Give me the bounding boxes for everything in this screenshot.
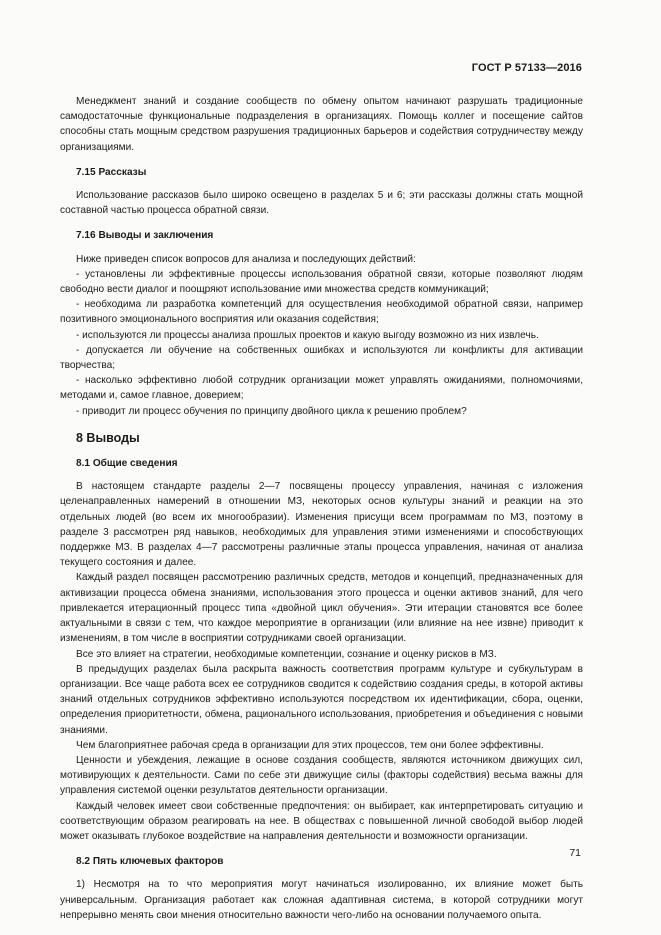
paragraph-8-2: 1) Несмотря на то что мероприятия могут начинаться изолированно, их влияние может быть универсальным. Организация работает как сложная адаптивная система, в которой сотрудники могут непрерывно менять свои мнения относительно важности чего-либо на основании получаемого опыта. bbox=[60, 879, 583, 921]
paragraph-8-1: Ценности и убеждения, лежащие в основе создания сообществ, являются источником движущих сил, мотивирующих к деятельности. Сами по себе эти движущие силы (факторы содействия) весьма важны для управления системой оценки результатов деятельности организации. bbox=[60, 754, 583, 797]
list-item: - необходима ли разработка компетенций для осуществления необходимой обратной связи, например позитивного эмоционального восприятия или оказания содействия; bbox=[60, 299, 583, 326]
page-number: 71 bbox=[569, 847, 581, 859]
heading-7-15: 7.15 Рассказы bbox=[76, 166, 147, 178]
list-item: - допускается ли обучение на собственных ошибках и используются ли конфликты для активации творчества; bbox=[60, 344, 583, 372]
paragraph-7-15: Использование рассказов было широко освещено в разделах 5 и 6; эти рассказы должны стать мощной составной частью процесса обратной связи. bbox=[60, 190, 583, 217]
heading-8-1: 8.1 Общие сведения bbox=[76, 458, 178, 470]
list-item: - установлены ли эффективные процессы использования обратной связи, которые позволяют людям свободно вести диалог и поощряют использование ими множества средств коммуникаций; bbox=[60, 268, 583, 296]
heading-8: 8 Выводы bbox=[76, 430, 140, 445]
heading-8-2: 8.2 Пять ключевых факторов bbox=[76, 856, 224, 868]
paragraph-8-1: Чем благоприятнее рабочая среда в организации для этих процессов, тем они более эффективны. bbox=[76, 739, 544, 751]
list-item: - используются ли процессы анализа прошлых проектов и какую выгоду возможно из них извлечь. bbox=[76, 329, 539, 341]
page-content bbox=[60, 94, 583, 923]
paragraph-8-1: Каждый человек имеет свои собственные предпочтения: он выбирает, как интерпретировать ситуацию и соответствующим образом реагировать на нее. В обществах с повышенной личной свободой выбор людей может оказывать глубокое воздействие на направления деятельности и возможности организации. bbox=[60, 800, 583, 842]
paragraph-8-1: Все это влияет на стратегии, необходимые компетенции, сознание и оценку рисков в МЗ. bbox=[76, 648, 497, 660]
list-item: - приводит ли процесс обучения по принципу двойного цикла к решению проблем? bbox=[76, 405, 467, 417]
paragraph-8-1: В предыдущих разделах была раскрыта важность соответствия программ культуре и субкультурам в организации. Все чаще работа всех ее сотрудников сводится к содействию создания среды, в которой активы знаний отдельных сотрудников эффективно используются посредством их идентификации, сбора, оценки, определения приоритетности, обмена, рационального использования, приобретения и объединения с новыми знаниями. bbox=[60, 663, 583, 736]
paragraph-8-1: Каждый раздел посвящен рассмотрению различных средств, методов и концепций, предназначенных для активизации процесса обмена знаниями, использования этого процесса и оценки активов знаний, для чего привлекается итерационный процесс типа «двойной цикл обучения». Эти итерации становятся все более актуальными в связи с тем, что каждое мероприятие в организации (или влияние на нее извне) приводит к изменениям, в том числе в восприятии сотрудниками своей организации. bbox=[60, 572, 583, 645]
document-id: ГОСТ Р 57133—2016 bbox=[471, 62, 582, 74]
paragraph-8-1: В настоящем стандарте разделы 2—7 посвящены процессу управления, начиная с изложения целенаправленных намерений в отношении МЗ, некоторых основ культуры знаний и реакции на это отдельных людей (во всем их многообразии). Изменения присущи всем программам по МЗ, поэтому в разделе 3 рассмотрен ряд навыков, необходимых для управления этими изменениями и способствующих поддержке МЗ. В разделах 4—7 рассмотрены различные этапы процесса управления, начиная от анализа текущего состояния и далее. bbox=[60, 481, 583, 569]
intro-paragraph: Менеджмент знаний и создание сообществ по обмену опытом начинают разрушать традиционные самодостаточные функциональные подразделения в организациях. Помощь коллег и посещение сайтов способны стать мощным средством разрушения традиционных барьеров и содействия сотрудничеству между организациями. bbox=[60, 96, 583, 153]
list-item: - насколько эффективно любой сотрудник организации может управлять ожиданиями, полномочиями, методами и, самое главное, доверием; bbox=[60, 375, 583, 402]
heading-7-16: 7.16 Выводы и заключения bbox=[76, 230, 214, 242]
paragraph-7-16: Ниже приведен список вопросов для анализа и последующих действий: bbox=[76, 253, 416, 265]
